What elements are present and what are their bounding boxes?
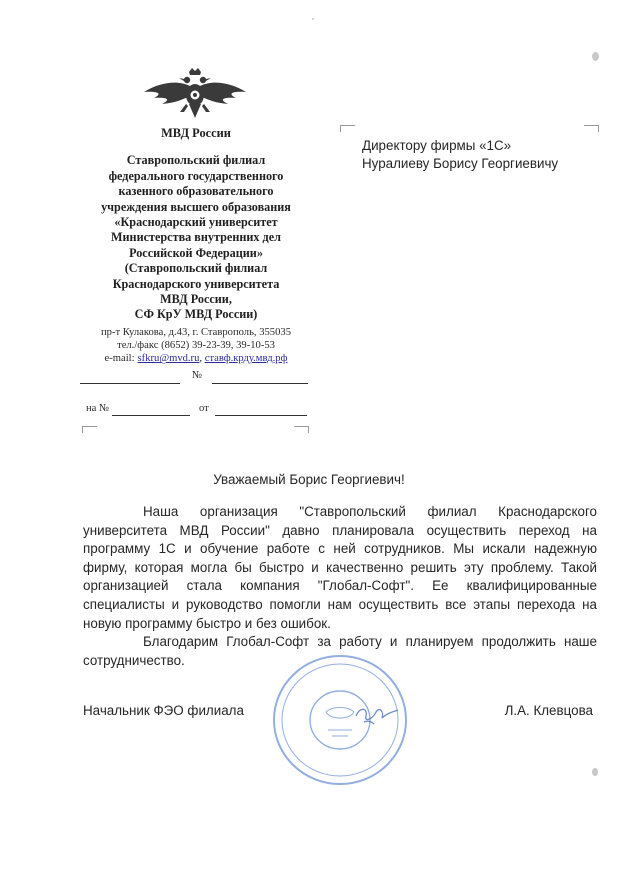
org-email-row: e-mail: sfkru@mvd.ru, ставф.крду.мвд.рф [104, 353, 288, 365]
reply-to-label: на № [86, 403, 110, 414]
org-address: пр-т Кулакова, д.43, г. Ставрополь, 355035 [100, 327, 291, 338]
scan-speck [312, 18, 314, 20]
org-line: Краснодарского университета [112, 276, 280, 291]
email-link[interactable]: sfkru@mvd.ru [137, 353, 200, 365]
addressee-name: Нуралиеву Борису Георгиевичу [362, 155, 559, 171]
signatory-name: Л.А. Клевцова [504, 703, 593, 718]
org-line: Ставропольский филиал [126, 153, 266, 168]
signatory-position: Начальник ФЭО филиала [83, 703, 244, 718]
bracket-corner [340, 125, 355, 132]
website-link[interactable]: ставф.крду.мвд.рф [204, 353, 288, 365]
scan-speck [592, 52, 599, 61]
outgoing-number-blank [80, 383, 180, 384]
org-phone: тел./факс (8652) 39-23-39, 39-10-53 [117, 340, 275, 352]
addressee-block [362, 137, 602, 172]
org-line: федерального государственного [108, 168, 284, 183]
email-label: e-mail: [104, 353, 135, 365]
org-line: МВД России, [160, 292, 232, 307]
org-line: Министерства внутренних дел [111, 230, 281, 245]
reply-date-blank [215, 415, 307, 416]
bracket-corner [294, 426, 309, 433]
official-round-seal-icon [268, 650, 418, 788]
bracket-corner [584, 125, 599, 132]
double-headed-eagle-emblem-icon [140, 66, 250, 122]
letter-body [83, 503, 597, 670]
ministry-name: МВД России [161, 126, 231, 140]
org-line: Российской Федерации» [129, 245, 263, 260]
letterhead-contacts [60, 326, 332, 366]
letterhead-organization [60, 126, 332, 323]
body-paragraph: Благодарим Глобал-Софт за работу и планируем продолжить наше сотрудничество. [83, 634, 597, 668]
addressee-title: Директору фирмы «1С» [362, 138, 512, 153]
number-sign: № [192, 370, 203, 381]
date-from-label: от [199, 403, 209, 414]
outgoing-date-blank [212, 383, 308, 384]
body-paragraph: Наша организация "Ставропольский филиал Краснодарского университета МВД России" давно планировала осуществить переход на программу 1С и обучение работе с ней сотрудников. Мы искали надежную фирму, которая могла бы быстро и качественно решить эту проблему. Такой организацией стала компания "Глобал-Софт". Ее квалифицированные специалисты и руководство помогли нам осуществить все этапы перехода на новую программу быстро и без ошибок. [83, 504, 597, 631]
bracket-corner [82, 426, 97, 433]
org-line: казенного образовательного [118, 184, 274, 199]
salutation: Уважаемый Борис Георгиевич! [213, 472, 405, 487]
reply-number-blank [112, 415, 190, 416]
org-line: учреждения высшего образования [101, 199, 291, 214]
org-line: (Ставропольский филиал [124, 261, 268, 276]
org-line: «Краснодарский университет [114, 215, 278, 230]
org-line: СФ КрУ МВД России) [134, 307, 258, 322]
scan-speck [592, 768, 598, 776]
